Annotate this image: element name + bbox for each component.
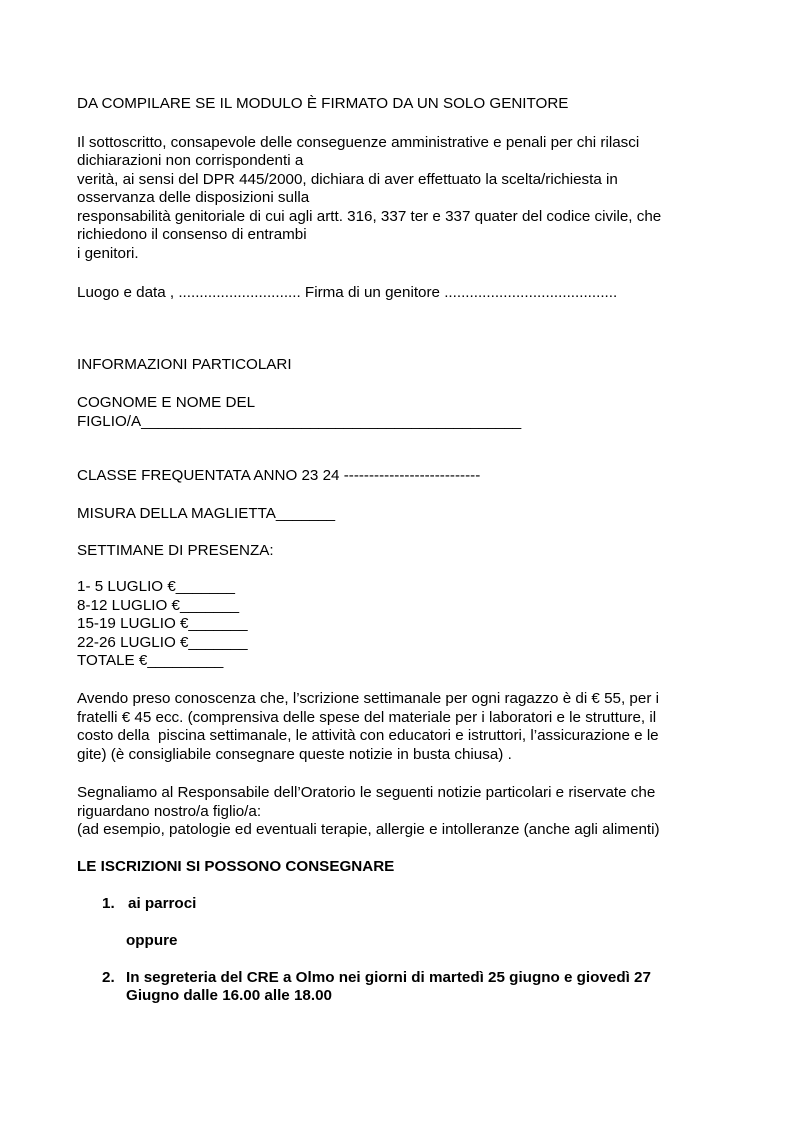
declaration-line: osservanza delle disposizioni sulla	[77, 189, 310, 206]
notes-line: (ad esempio, patologie ed eventuali terapie, allergie e intolleranze (anche agli alimenti)	[77, 821, 660, 838]
declaration-heading: DA COMPILARE SE IL MODULO È FIRMATO DA UN SOLO GENITORE	[77, 95, 569, 112]
declaration-line: dichiarazioni non corrispondenti a	[77, 152, 304, 169]
shirt-size-field: MISURA DELLA MAGLIETTA_______	[77, 505, 336, 522]
notes-line: Segnaliamo al Responsabile dell’Oratorio le seguenti notizie particolari e riservate che	[77, 784, 656, 801]
declaration-line: Il sottoscritto, consapevole delle conseguenze amministrative e penali per chi rilasci	[77, 134, 640, 151]
declaration-line: i genitori.	[77, 245, 139, 262]
fees-line: costo della piscina settimanale, le attività con educatori e istruttori, l’assicurazione e le	[77, 727, 659, 744]
notes-line: riguardano nostro/a figlio/a:	[77, 803, 262, 820]
week-field: 8-12 LUGLIO €_______	[77, 597, 240, 614]
week-field: 1- 5 LUGLIO €_______	[77, 578, 235, 595]
child-name-field: FIGLIO/A_____________________________________________	[77, 413, 522, 430]
class-field: CLASSE FREQUENTATA ANNO 23 24 ---------------------------	[77, 467, 481, 484]
fees-line: Avendo preso conoscenza che, l’scrizione settimanale per ogni ragazzo è di € 55, per i	[77, 690, 659, 707]
declaration-line: richiedono il consenso di entrambi	[77, 226, 307, 243]
delivery-oppure: oppure	[126, 932, 178, 949]
weeks-heading: SETTIMANE DI PRESENZA:	[77, 542, 274, 559]
delivery-option-segreteria-line2: Giugno dalle 16.00 alle 18.00	[126, 987, 332, 1004]
week-field: 22-26 LUGLIO €_______	[77, 634, 248, 651]
week-field: 15-19 LUGLIO €_______	[77, 615, 248, 632]
delivery-option-parroci: ai parroci	[128, 895, 197, 912]
fees-line: gite) (è consigliabile consegnare queste notizie in busta chiusa) .	[77, 746, 512, 763]
place-date-signature-line: Luogo e data , ............................. Firma di un genitore .........................................	[77, 284, 618, 301]
declaration-line: responsabilità genitoriale di cui agli artt. 316, 337 ter e 337 quater del codice civile, che	[77, 208, 662, 225]
child-name-label: COGNOME E NOME DEL	[77, 394, 256, 411]
list-number: 2.	[102, 969, 115, 986]
declaration-line: verità, ai sensi del DPR 445/2000, dichiara di aver effettuato la scelta/richiesta in	[77, 171, 618, 188]
info-heading: INFORMAZIONI PARTICOLARI	[77, 356, 292, 373]
delivery-option-segreteria: In segreteria del CRE a Olmo nei giorni di martedì 25 giugno e giovedì 27	[126, 969, 651, 986]
total-field: TOTALE €_________	[77, 652, 224, 669]
fees-line: fratelli € 45 ecc. (comprensiva delle spese del materiale per i laboratori e le strutture, il	[77, 709, 657, 726]
delivery-heading: LE ISCRIZIONI SI POSSONO CONSEGNARE	[77, 858, 395, 875]
list-number: 1.	[102, 895, 115, 912]
